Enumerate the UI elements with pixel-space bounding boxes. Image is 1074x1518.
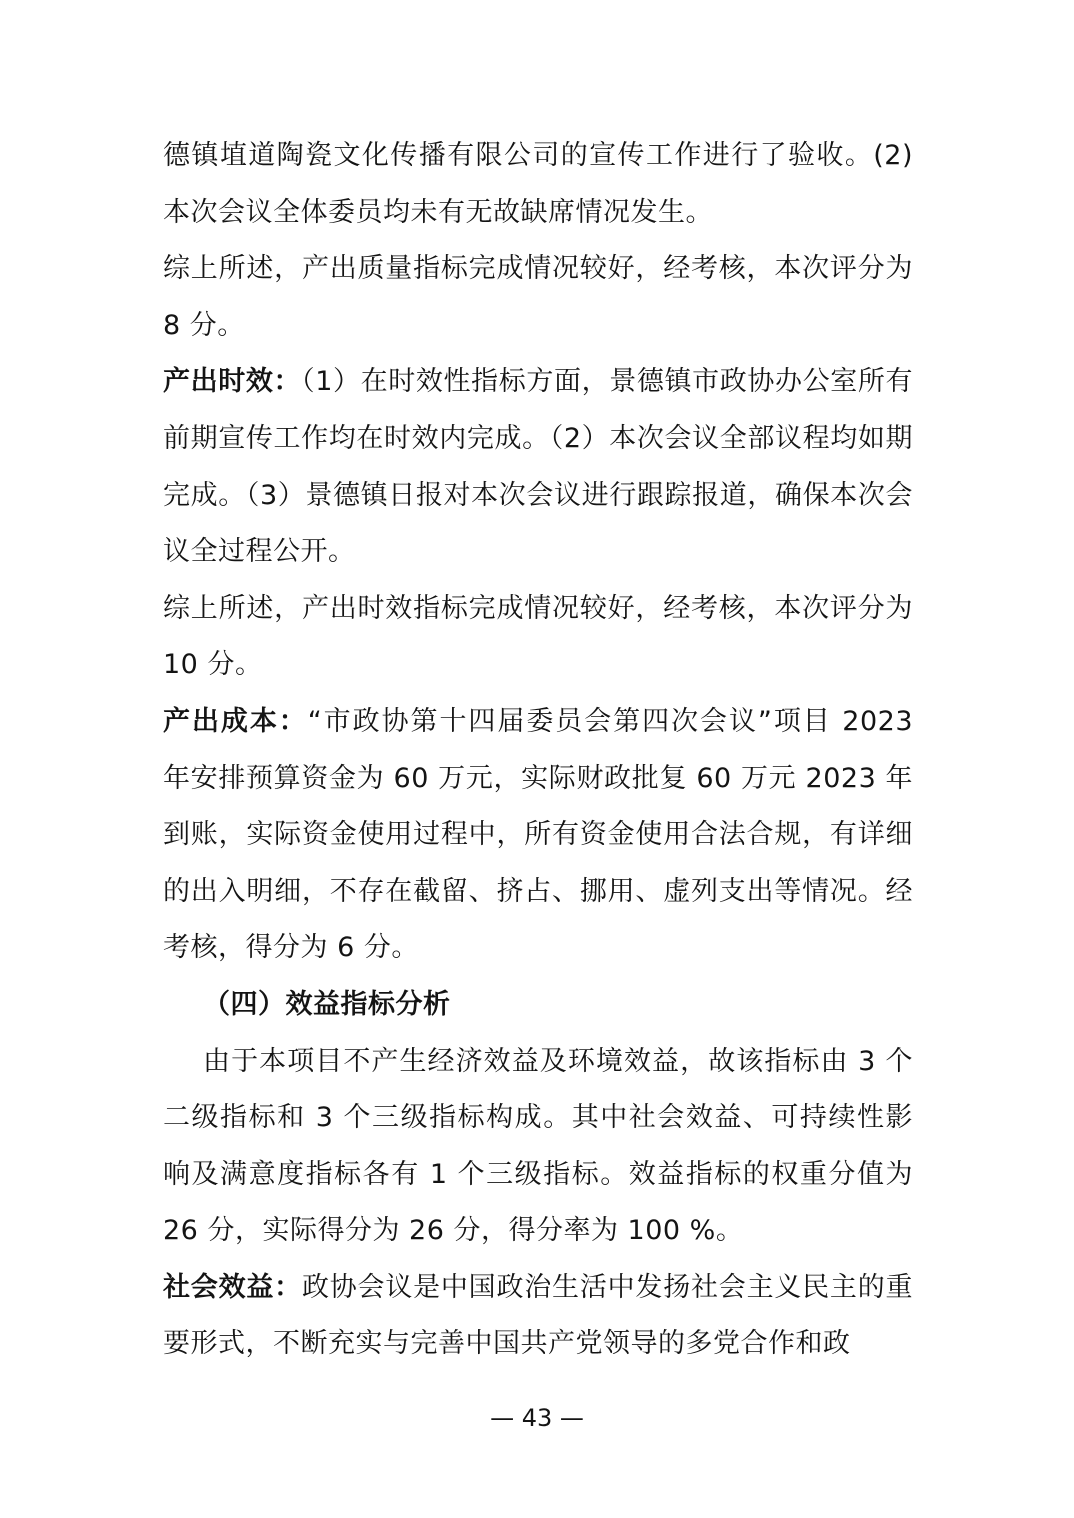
label-social-benefit: 社会效益：: [163, 1271, 302, 1303]
text-cost: “市政协第十四届委员会第四次会议”项目 2023 年安排预算资金为 60 万元，实际财政批复 60 万元 2023 年到账，实际资金使用过程中，所有资金使用合法合规，有详细的出入明细，不存在截留、挤占、挪用、虚列支出等情况。经考核，得分为 6 分。: [163, 705, 913, 964]
paragraph-benefit-overview: 由于本项目不产生经济效益及环境效益，故该指标由 3 个二级指标和 3 个三级指标构成。其中社会效益、可持续性影响及满意度指标各有 1 个三级指标。效益指标的权重分值为 26 分，实际得分为 26 分，得分率为 100 %。: [163, 1045, 913, 1247]
page-number: — 43 —: [490, 1404, 584, 1432]
section-heading-benefit: （四）效益指标分析: [203, 988, 451, 1020]
text-timeliness: （1）在时效性指标方面，景德镇市政协办公室所有前期宣传工作均在时效内完成。（2）本次会议全部议程均如期完成。（3）景德镇日报对本次会议进行跟踪报道，确保本次会议全过程公开。: [163, 366, 914, 568]
text-social-benefit: 政协会议是中国政治生活中发扬社会主义民主的重要形式，不断充实与完善中国共产党领导的多党合作和政: [163, 1271, 914, 1360]
body-text: [163, 128, 913, 1373]
label-timeliness: 产出时效：: [163, 366, 302, 398]
paragraph-cost: [163, 694, 913, 977]
paragraph-social-benefit: [163, 1260, 913, 1373]
paragraph-timeliness-summary: 综上所述，产出时效指标完成情况较好，经考核，本次评分为 10 分。: [163, 592, 913, 681]
label-cost: 产出成本：: [163, 705, 308, 737]
paragraph-quality-summary: 综上所述，产出质量指标完成情况较好，经考核，本次评分为 8 分。: [163, 253, 913, 341]
paragraph-timeliness: [163, 354, 913, 580]
paragraph-quality-check: 德镇埴道陶瓷文化传播有限公司的宣传工作进行了验收。(2) 本次会议全体委员均未有无故缺席情况发生。: [163, 140, 913, 228]
